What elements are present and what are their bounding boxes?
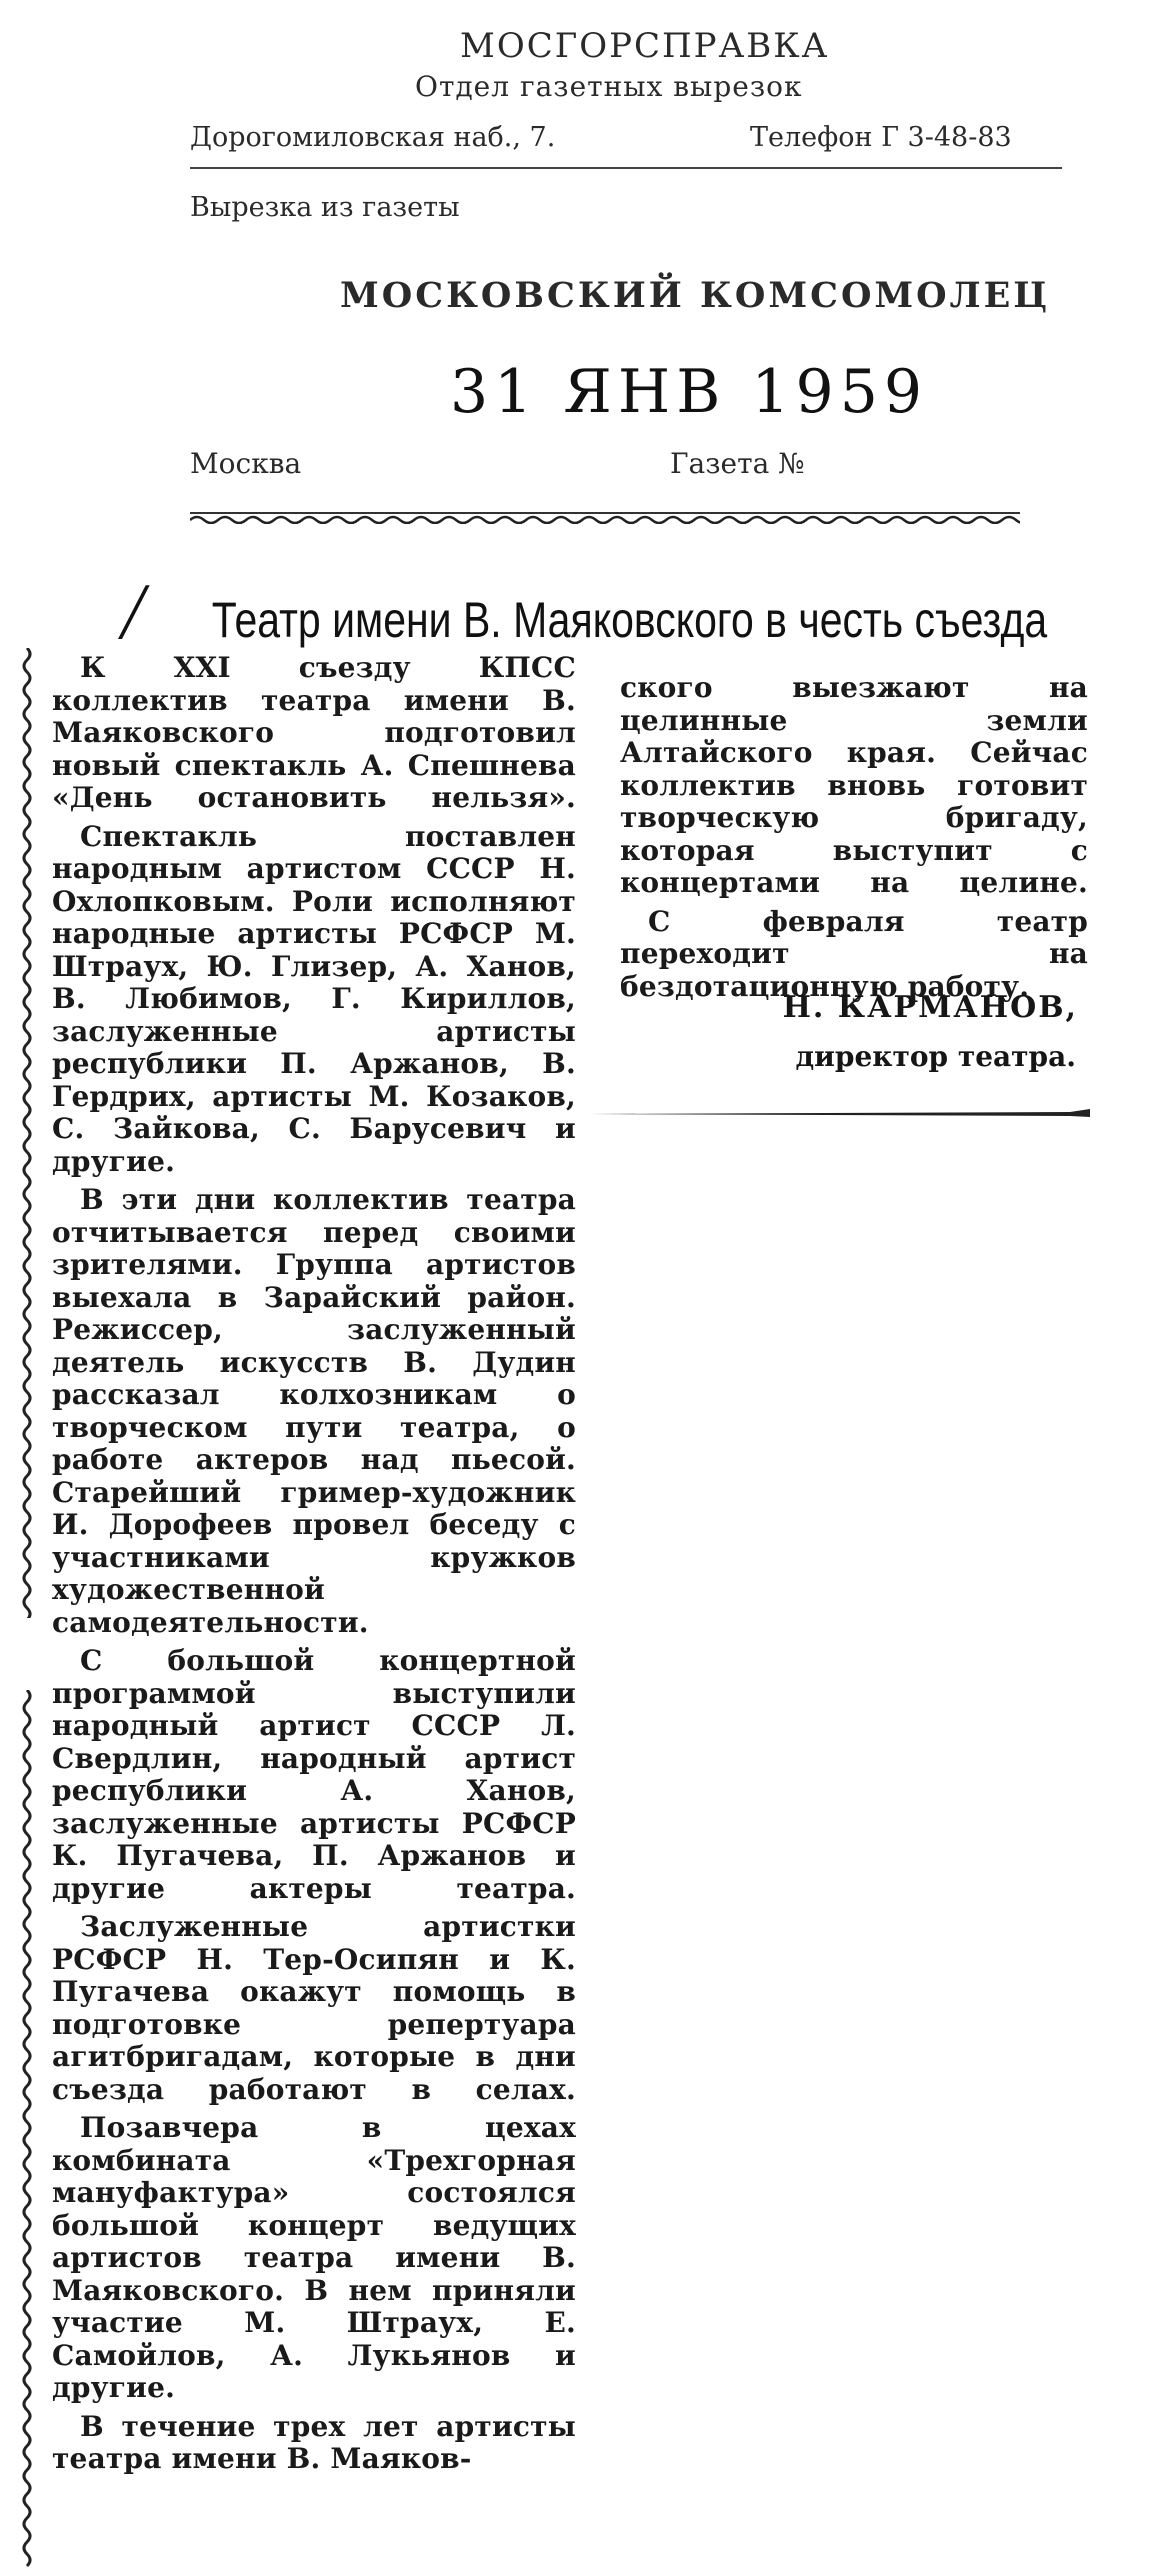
paragraph-7: В течение трех лет артисты театра имени В. Маяков- bbox=[52, 2409, 576, 2475]
stamp-org: МОСГОРСПРАВКА bbox=[460, 26, 830, 66]
paragraph-6: Позавчера в цехах комбината «Трехгорная мануфактура» состоялся большой концерт ведущих артистов театра имени В. Маяковского. В нем приняли участие М. Штраух, Е. Самойлов, А. Лукьянов и другие. bbox=[52, 2111, 576, 2404]
paragraph-8: ского выезжают на целинные земли Алтайского края. Сейчас коллектив вновь готовит творческую бригаду, которая выступит с концертами на целине. bbox=[620, 671, 1088, 899]
article-end-rule bbox=[590, 1108, 1090, 1120]
stamp-divider bbox=[190, 167, 1062, 169]
paragraph-3: В эти дни коллектив театра отчитывается перед своими зрителями. Группа артистов выехала в Зарайский район. Режиссер, заслуженный деятель искусств В. Дудин рассказал колхозникам о творческом пути театра, о работе актеров над пьесой. Старейший гример-художник И. Дорофеев провел беседу с участниками кружков художественной самодеятельности. bbox=[52, 1183, 576, 1639]
article-headline: Театр имени В. Маяковского в честь съезда bbox=[211, 592, 1048, 648]
corner-tick-icon: ╱ bbox=[120, 586, 148, 638]
stamp-department: Отдел газетных вырезок bbox=[415, 70, 803, 103]
author-name: Н. КАРМАНОВ, bbox=[782, 990, 1078, 1025]
paragraph-5: Заслуженные артистки РСФСР Н. Тер-Осипян и К. Пугачева окажут помощь в подготовке репертуара агитбригадам, которые в дни съезда работают в селах. bbox=[52, 1910, 576, 2106]
clipping-stamp bbox=[190, 12, 1080, 540]
left-wavy-border-lower bbox=[20, 1690, 34, 2570]
left-wavy-border bbox=[20, 648, 34, 1618]
paragraph-2: Спектакль поставлен народным артистом СССР Н. Охлопковым. Роли исполняют народные артисты РСФСР М. Штраух, Ю. Глизер, А. Ханов, В. Любимов, Г. Кириллов, заслуженные артисты республики П. Аржанов, В. Гердрих, артисты М. Козаков, С. Зайкова, С. Барусевич и другие. bbox=[52, 819, 576, 1178]
stamp-issue-label: Газета № bbox=[670, 447, 805, 480]
stamp-newspaper-name: МОСКОВСКИЙ КОМСОМОЛЕЦ bbox=[340, 275, 1051, 316]
paragraph-9: С февраля театр переходит на бездотационную работу. bbox=[620, 904, 1088, 1003]
article-headline-block bbox=[120, 580, 1100, 660]
stamp-wavy-rule bbox=[190, 512, 1020, 524]
stamp-date: 31 ЯНВ 1959 bbox=[450, 357, 929, 427]
author-role: директор театра. bbox=[795, 1040, 1076, 1073]
article-column-left bbox=[52, 652, 576, 2572]
stamp-phone: Телефон Г 3-48-83 bbox=[750, 122, 1012, 153]
stamp-address: Дорогомиловская наб., 7. bbox=[190, 122, 556, 153]
stamp-clipping-label: Вырезка из газеты bbox=[190, 192, 460, 223]
stamp-city: Москва bbox=[190, 447, 302, 480]
paragraph-4: С большой концертной программой выступили народный артист СССР Л. Свердлин, народный артист республики А. Ханов, заслуженные артисты РСФСР К. Пугачева, П. Аржанов и другие актеры театра. bbox=[52, 1644, 576, 1905]
article-signature bbox=[620, 990, 1088, 1120]
paragraph-1: К XXI съезду КПСС коллектив театра имени В. Маяковского подготовил новый спектакль А. Спешнева «День остановить нельзя». bbox=[52, 652, 576, 814]
